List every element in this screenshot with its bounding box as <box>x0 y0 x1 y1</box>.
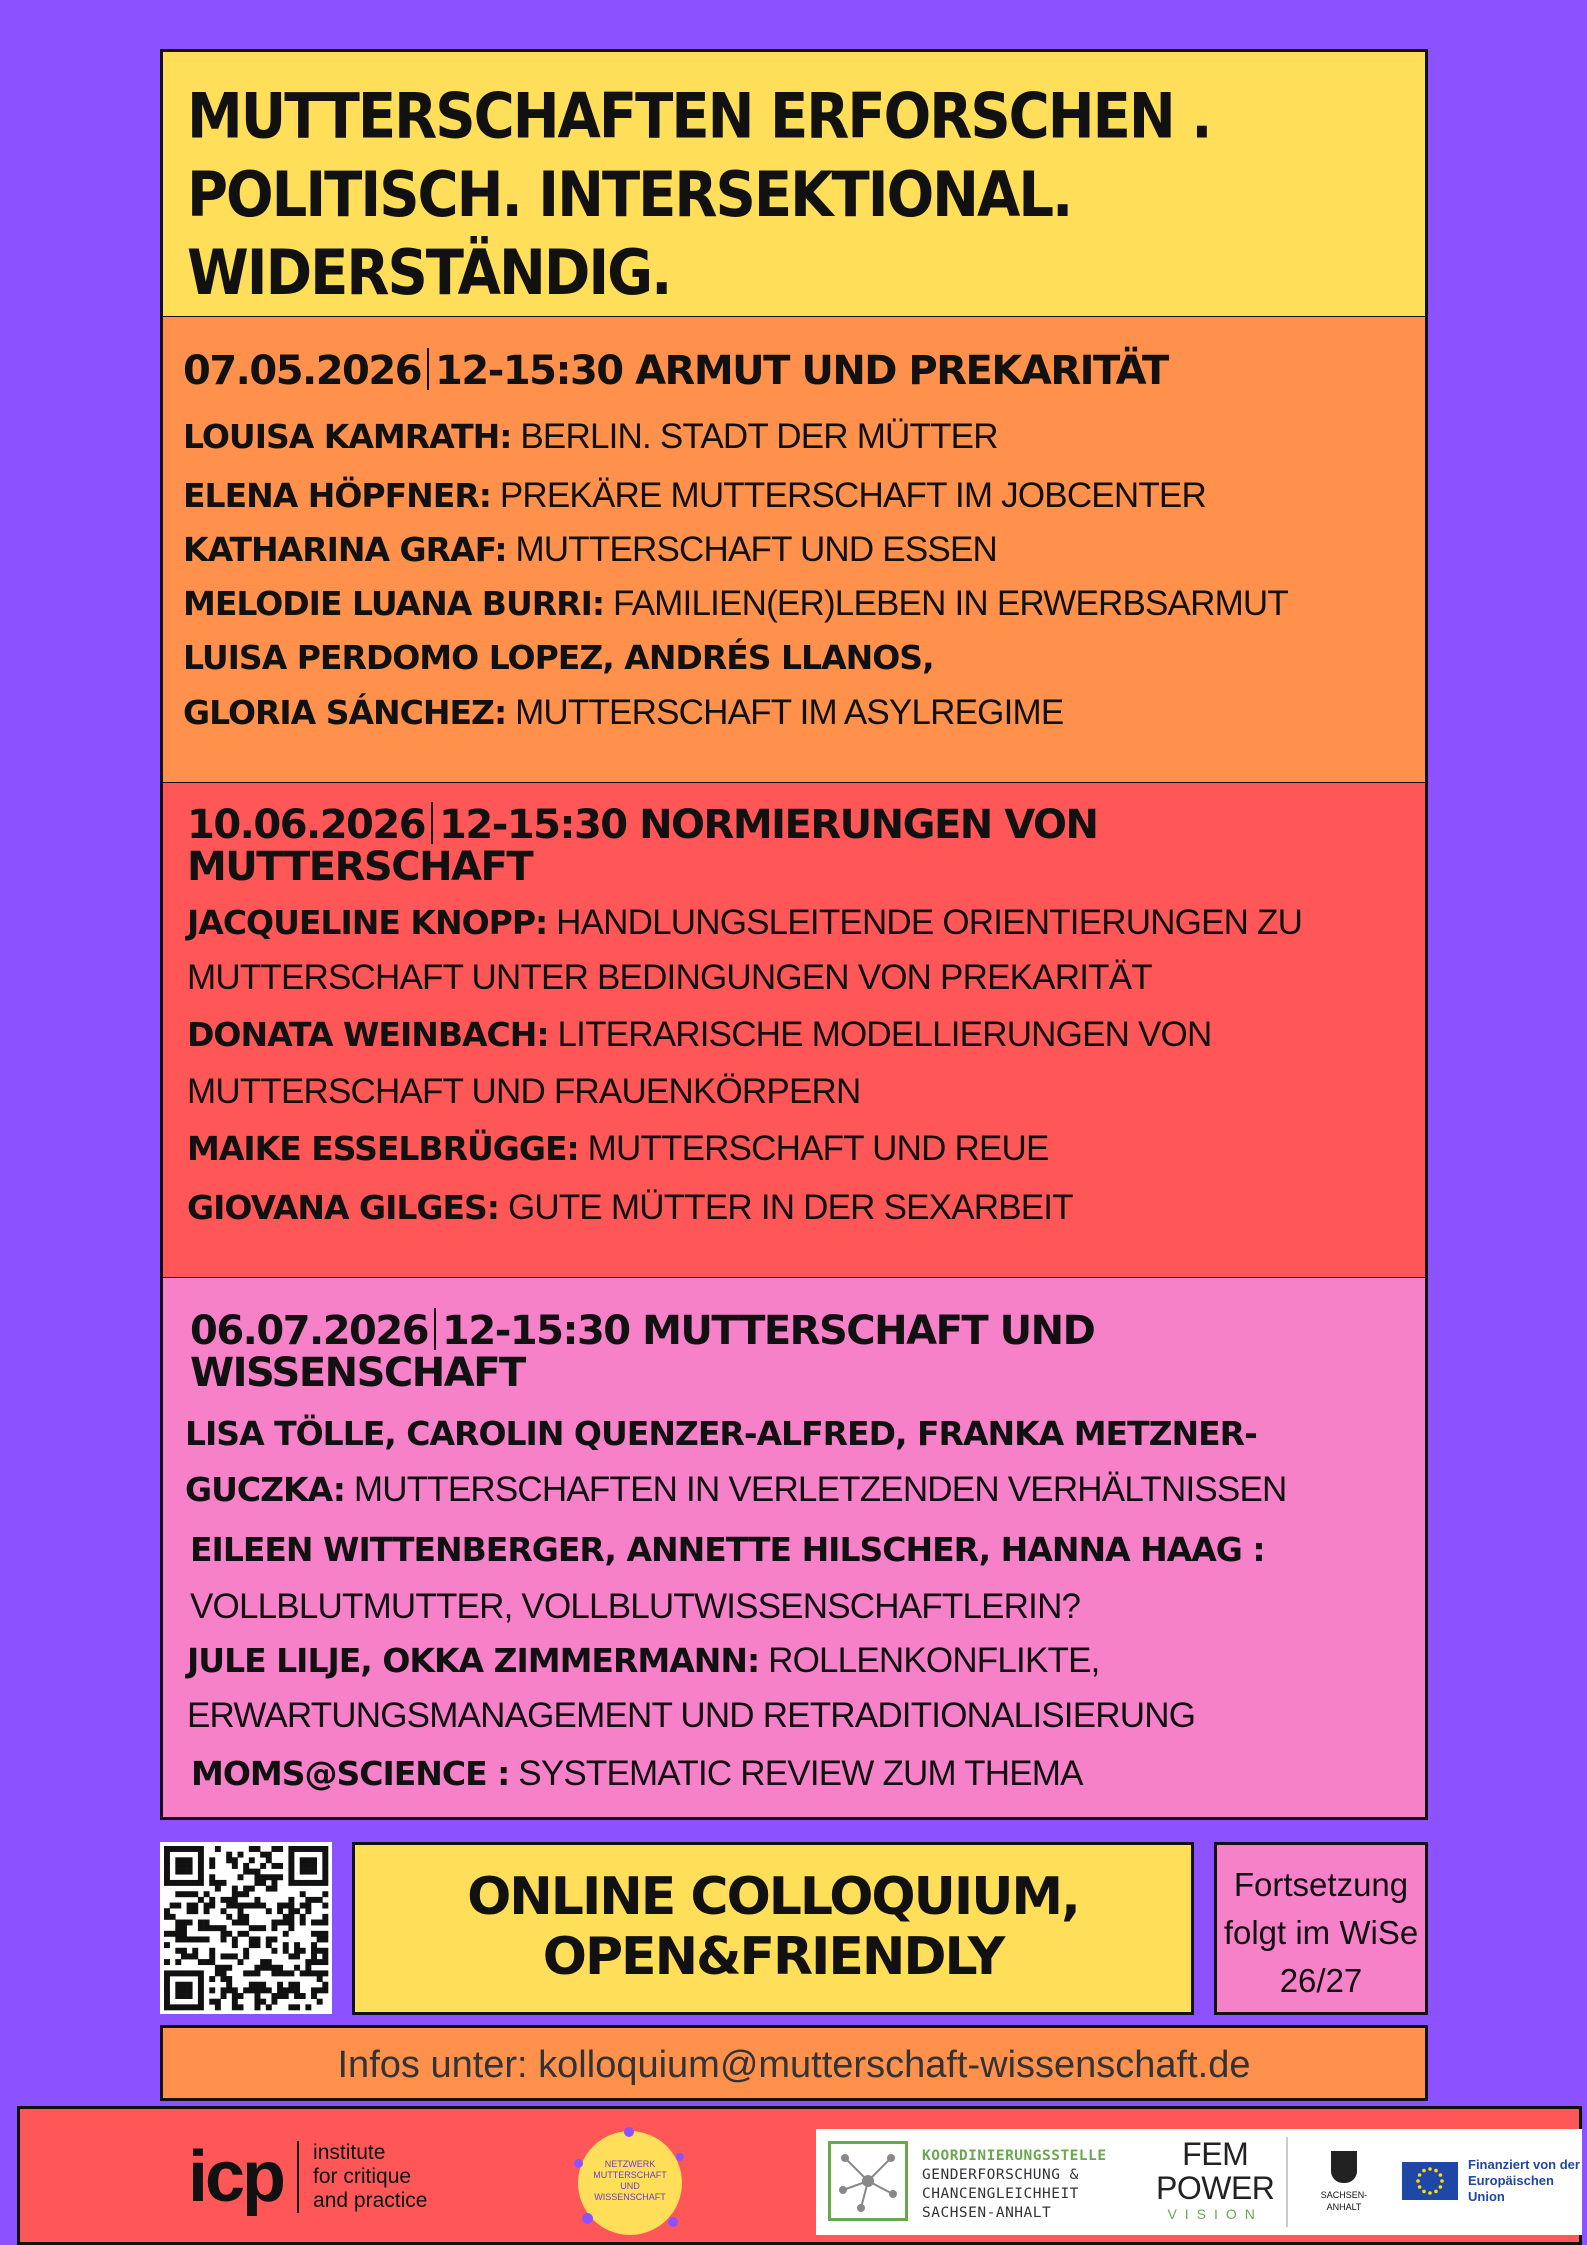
talk-line <box>183 530 997 570</box>
kgc-line: GENDERFORSCHUNG & <box>922 2167 1079 2183</box>
talk-title: SYSTEMATIC REVIEW ZUM THEMA <box>509 1754 1083 1793</box>
infos-box <box>160 2025 1428 2101</box>
talk-line <box>185 1470 1286 1510</box>
divider <box>1286 2137 1288 2227</box>
infos-contact-link[interactable]: Infos unter: kolloquium@mutterschaft-wissenschaft.de <box>337 2044 1251 2086</box>
talk-line <box>190 1587 1080 1627</box>
online-line: OPEN&FRIENDLY <box>542 1927 1004 1987</box>
icp-wordmark: icp <box>188 2137 284 2217</box>
dot-icon <box>582 2213 593 2224</box>
eu-funding-text <box>1468 2157 1582 2205</box>
talk-line <box>183 584 1288 624</box>
talk-title: GUTE MÜTTER IN DER SEXARBEIT <box>499 1188 1073 1227</box>
divider <box>431 802 433 844</box>
speaker-names: GLORIA SÁNCHEZ: <box>183 693 507 732</box>
title-line: WIDERSTÄNDIG. <box>187 237 671 310</box>
fem-word: VISION <box>1167 2206 1263 2222</box>
session-1 <box>160 317 1428 785</box>
talk-title: HANDLUNGSLEITENDE ORIENTIERUNGEN ZU <box>547 903 1303 942</box>
talk-line <box>183 693 1063 733</box>
session-3 <box>160 1278 1428 1820</box>
fortsetzung-box <box>1214 1842 1428 2015</box>
netzwerk-logo <box>560 2129 700 2239</box>
fortsetzung-line: 26/27 <box>1279 1962 1363 1999</box>
eu-funding-logo <box>1402 2157 1582 2205</box>
talk-line <box>187 1015 1211 1055</box>
icp-sub-line: institute <box>313 2141 386 2164</box>
speaker-names: LISA TÖLLE, CAROLIN QUENZER-ALFRED, FRANKA METZNER- <box>185 1414 1257 1453</box>
speaker-names: MOMS@SCIENCE : <box>191 1754 510 1793</box>
talk-line <box>191 1754 1083 1794</box>
fortsetzung-line: folgt im WiSe <box>1223 1914 1419 1951</box>
eu-flag-icon <box>1402 2162 1458 2200</box>
talk-line <box>187 1188 1073 1228</box>
network-nodes-icon <box>828 2141 908 2221</box>
talk-title: MUTTERSCHAFT UND REUE <box>578 1129 1049 1168</box>
session-heading <box>183 348 1168 392</box>
divider <box>297 2141 299 2213</box>
session-date: 07.05.2026 <box>183 348 422 394</box>
dot-icon <box>668 2217 678 2227</box>
talk-title: PREKÄRE MUTTERSCHAFT IM JOBCENTER <box>490 476 1206 515</box>
dot-icon <box>624 2127 634 2137</box>
session-heading <box>187 802 1097 888</box>
session-date: 10.06.2026 <box>187 802 426 848</box>
talk-line <box>187 1072 860 1112</box>
talk-line <box>190 1530 1265 1570</box>
talk-title: MUTTERSCHAFTEN IN VERLETZENDEN VERHÄLTNISSEN <box>344 1470 1287 1509</box>
divider <box>434 1308 436 1350</box>
speaker-names: EILEEN WITTENBERGER, ANNETTE HILSCHER, HANNA HAAG : <box>190 1530 1265 1569</box>
session-topic-cont: MUTTERSCHAFT <box>187 844 533 890</box>
online-colloquium-label <box>355 1867 1191 1987</box>
speaker-names: GIOVANA GILGES: <box>187 1188 500 1227</box>
speaker-names: LUISA PERDOMO LOPEZ, ANDRÉS LLANOS, <box>183 638 934 677</box>
session-date: 06.07.2026 <box>190 1308 429 1354</box>
speaker-names: MAIKE ESSELBRÜGGE: <box>187 1129 579 1168</box>
icp-sub-line: for critique <box>313 2165 412 2188</box>
title-box <box>160 49 1428 319</box>
talk-line <box>187 958 1152 998</box>
kgc-line: CHANCENGLEICHHEIT <box>922 2186 1079 2202</box>
eu-line: Finanziert von der <box>1468 2157 1580 2172</box>
talk-title: VOLLBLUTMUTTER, VOLLBLUTWISSENSCHAFTLERIN? <box>190 1587 1081 1626</box>
eu-line: Europäischen Union <box>1468 2173 1554 2204</box>
netzwerk-line: UND <box>620 2181 640 2191</box>
talk-line <box>185 1414 1257 1454</box>
netzwerk-line: MUTTERSCHAFT <box>593 2170 667 2180</box>
session-2 <box>160 783 1428 1280</box>
online-colloquium-box <box>352 1842 1194 2015</box>
divider <box>427 348 429 390</box>
online-line: ONLINE COLLOQUIUM, <box>467 1867 1079 1927</box>
fortsetzung-label <box>1217 1861 1425 2005</box>
session-time: 12-15:30 <box>439 802 627 848</box>
icp-logo <box>188 2137 428 2217</box>
speaker-names: LOUISA KAMRATH: <box>183 417 512 456</box>
qr-code-icon <box>160 1842 332 2014</box>
talk-title: FAMILIEN(ER)LEBEN IN ERWERBSARMUT <box>604 584 1288 623</box>
netzwerk-line: WISSENSCHAFT <box>594 2192 666 2202</box>
fortsetzung-line: Fortsetzung <box>1233 1866 1409 1903</box>
speaker-names: JULE LILJE, OKKA ZIMMERMANN: <box>187 1641 760 1680</box>
talk-title: LITERARISCHE MODELLIERUNGEN VON <box>548 1015 1212 1054</box>
fem-word: FEM <box>1182 2136 1249 2172</box>
session-time: 12-15:30 <box>435 348 623 394</box>
partner-logos <box>816 2129 1582 2235</box>
talk-title: MUTTERSCHAFT UNTER BEDINGUNGEN VON PREKARITÄT <box>187 958 1152 997</box>
session-time: 12-15:30 <box>442 1308 630 1354</box>
coat-of-arms-icon <box>1331 2151 1357 2183</box>
netzwerk-text <box>578 2159 682 2203</box>
session-heading <box>190 1308 1094 1394</box>
talk-title: MUTTERSCHAFT IM ASYLREGIME <box>506 693 1064 732</box>
session-topic: NORMIERUNGEN VON <box>639 802 1098 848</box>
sachsen-anhalt-logo <box>1304 2151 1384 2213</box>
talk-line <box>187 903 1302 943</box>
talk-line <box>187 1696 1195 1736</box>
talk-line <box>183 417 998 457</box>
speaker-names: MELODIE LUANA BURRI: <box>183 584 605 623</box>
talk-title: ROLLENKONFLIKTE, <box>759 1641 1100 1680</box>
speaker-names: JACQUELINE KNOPP: <box>187 903 548 942</box>
icp-sub-line: and practice <box>313 2189 428 2212</box>
speaker-names: KATHARINA GRAF: <box>183 530 507 569</box>
session-topic-cont: WISSENSCHAFT <box>190 1350 525 1396</box>
session-topic: MUTTERSCHAFT UND <box>642 1308 1095 1354</box>
sachsen-anhalt-label: SACHSEN-ANHALT <box>1320 2190 1368 2212</box>
fem-word: POWER <box>1156 2170 1275 2206</box>
qr-code[interactable] <box>160 1842 332 2014</box>
talk-line <box>183 638 934 678</box>
speaker-names: ELENA HÖPFNER: <box>183 476 491 515</box>
talk-line <box>187 1129 1049 1169</box>
kgc-line: KOORDINIERUNGSSTELLE <box>922 2148 1107 2164</box>
session-topic: ARMUT UND PREKARITÄT <box>635 348 1168 394</box>
speaker-names: DONATA WEINBACH: <box>187 1015 549 1054</box>
talk-line <box>187 1641 1100 1681</box>
fem-power-vision-logo <box>1156 2137 1274 2223</box>
koordinierungsstelle-text <box>922 2147 1107 2223</box>
sponsor-footer <box>17 2106 1582 2245</box>
talk-title: BERLIN. STADT DER MÜTTER <box>511 417 998 456</box>
title-line: POLITISCH. INTERSEKTIONAL. <box>187 158 1072 232</box>
icp-subtitle <box>313 2141 427 2213</box>
kgc-line: SACHSEN-ANHALT <box>922 2205 1052 2221</box>
talk-line <box>183 476 1206 516</box>
speaker-names: GUCZKA: <box>185 1470 345 1509</box>
page-title <box>187 78 1211 313</box>
talk-title: MUTTERSCHAFT UND ESSEN <box>506 530 997 569</box>
talk-title: ERWARTUNGSMANAGEMENT UND RETRADITIONALISIERUNG <box>187 1696 1196 1735</box>
talk-title: MUTTERSCHAFT UND FRAUENKÖRPERN <box>187 1072 861 1111</box>
netzwerk-line: NETZWERK <box>604 2159 656 2169</box>
title-line: MUTTERSCHAFTEN ERFORSCHEN . <box>187 80 1211 154</box>
